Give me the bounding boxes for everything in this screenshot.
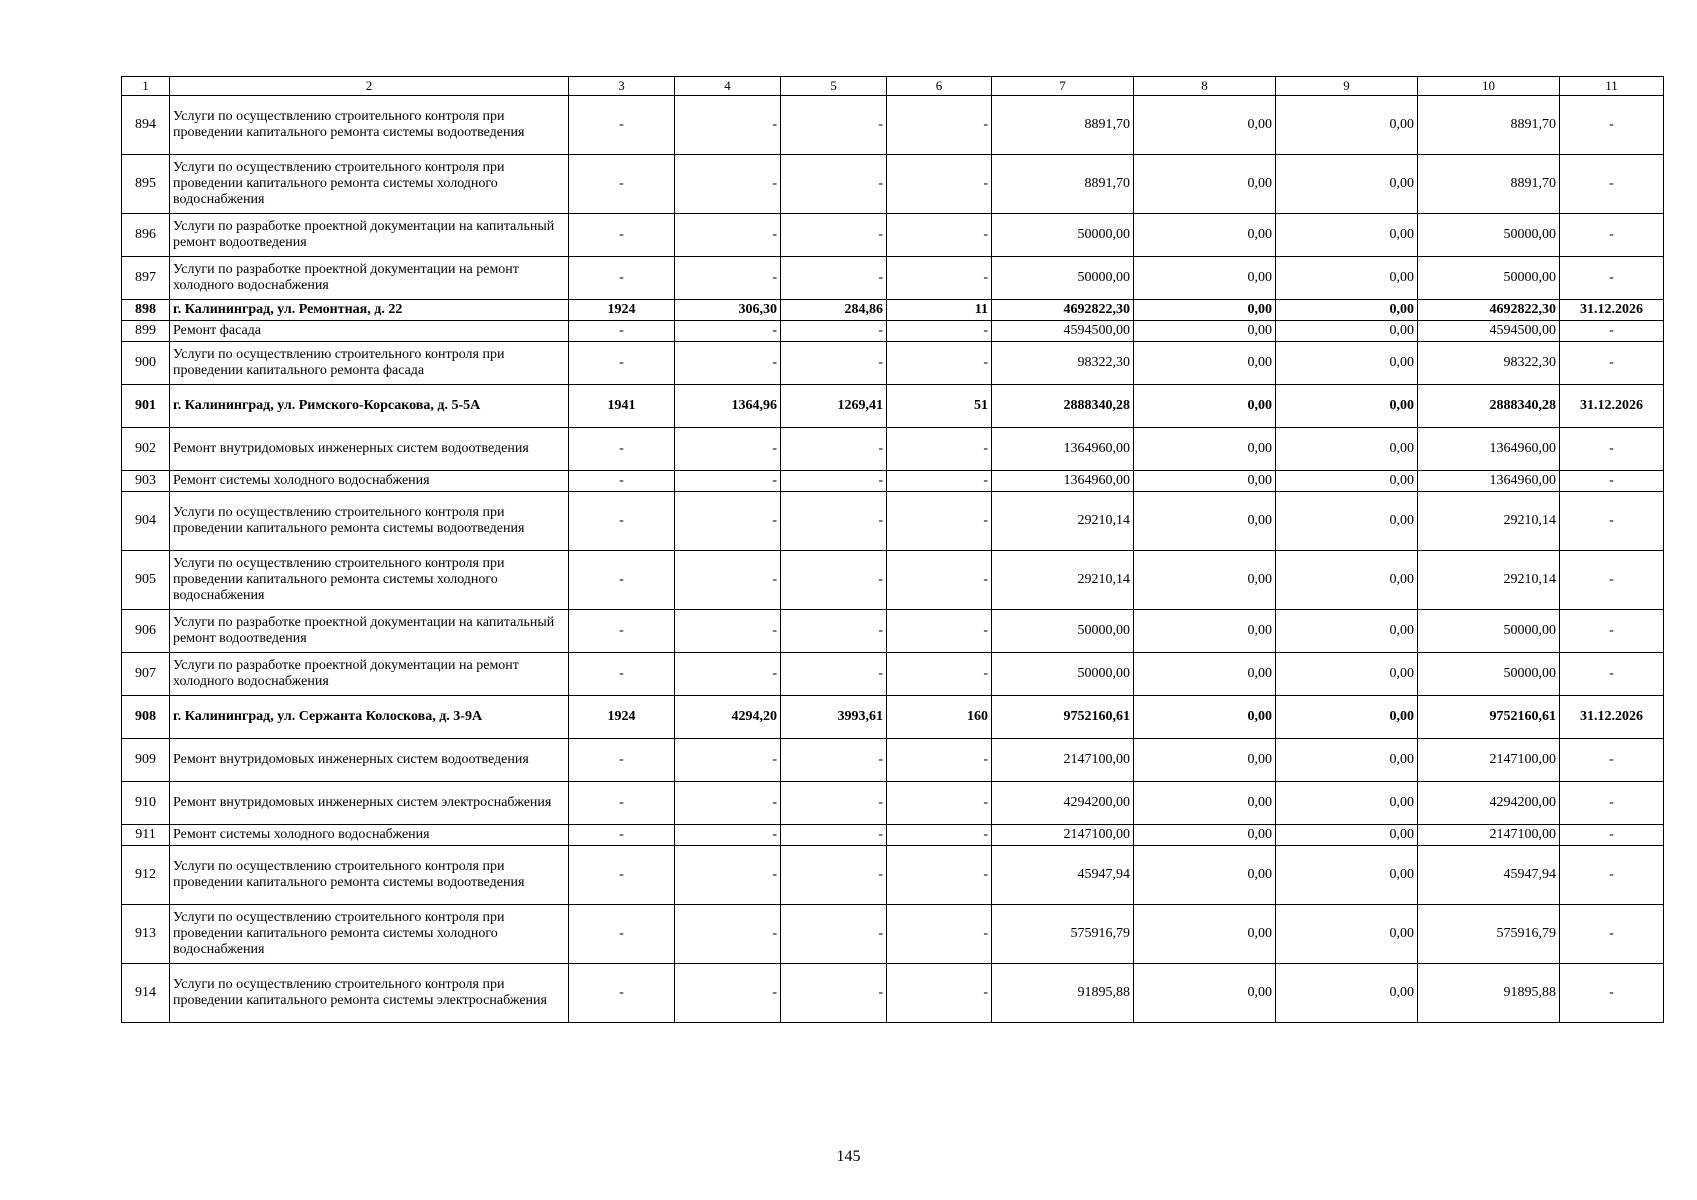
cell-col10: 8891,70 (1418, 96, 1560, 155)
cell-col9: 0,00 (1276, 551, 1418, 610)
cell-col10: 2147100,00 (1418, 825, 1560, 846)
cell-col11: - (1560, 155, 1664, 214)
item-description: Ремонт внутридомовых инженерных систем водоотведения (170, 739, 569, 782)
cell-col6: - (887, 653, 992, 696)
cell-col10: 45947,94 (1418, 846, 1560, 905)
cell-col8: 0,00 (1134, 905, 1276, 964)
cell-col11: 31.12.2026 (1560, 696, 1664, 739)
table-row (122, 846, 1664, 905)
cell-col10: 9752160,61 (1418, 696, 1560, 739)
cell-col6: - (887, 342, 992, 385)
cell-col5: 284,86 (781, 300, 887, 321)
cell-col3: - (569, 610, 675, 653)
cell-col4: - (675, 321, 781, 342)
cell-col4: - (675, 653, 781, 696)
cell-col10: 50000,00 (1418, 214, 1560, 257)
cell-col7: 2147100,00 (992, 825, 1134, 846)
cell-col3: - (569, 155, 675, 214)
column-header: 8 (1134, 77, 1276, 96)
cell-col11: - (1560, 96, 1664, 155)
item-description: Услуги по осуществлению строительного контроля при проведении капитального ремонта системы холодного водоснабжения (170, 155, 569, 214)
item-description: Услуги по осуществлению строительного контроля при проведении капитального ремонта системы водоотведения (170, 846, 569, 905)
cell-col11: - (1560, 257, 1664, 300)
row-number: 899 (122, 321, 170, 342)
cell-col4: - (675, 846, 781, 905)
cell-col5: - (781, 321, 887, 342)
cell-col3: - (569, 214, 675, 257)
cell-col9: 0,00 (1276, 782, 1418, 825)
cell-col9: 0,00 (1276, 155, 1418, 214)
cell-col4: - (675, 96, 781, 155)
row-number: 904 (122, 492, 170, 551)
page-number: 145 (836, 1148, 861, 1165)
cell-col4: 306,30 (675, 300, 781, 321)
cell-col3: - (569, 846, 675, 905)
item-description: Ремонт фасада (170, 321, 569, 342)
cell-col3: - (569, 825, 675, 846)
cell-col9: 0,00 (1276, 300, 1418, 321)
row-number: 903 (122, 471, 170, 492)
cell-col4: - (675, 551, 781, 610)
table-row (122, 96, 1664, 155)
column-header: 6 (887, 77, 992, 96)
cell-col11: 31.12.2026 (1560, 300, 1664, 321)
cell-col7: 45947,94 (992, 846, 1134, 905)
cell-col5: - (781, 964, 887, 1023)
cell-col9: 0,00 (1276, 257, 1418, 300)
cell-col8: 0,00 (1134, 385, 1276, 428)
table-row (122, 825, 1664, 846)
item-description: Услуги по разработке проектной документации на капитальный ремонт водоотведения (170, 610, 569, 653)
cell-col11: - (1560, 342, 1664, 385)
item-description: Ремонт системы холодного водоснабжения (170, 825, 569, 846)
cell-col9: 0,00 (1276, 964, 1418, 1023)
row-number: 906 (122, 610, 170, 653)
cell-col10: 4294200,00 (1418, 782, 1560, 825)
cell-col10: 2147100,00 (1418, 739, 1560, 782)
cell-col6: - (887, 739, 992, 782)
column-header: 4 (675, 77, 781, 96)
cell-col7: 50000,00 (992, 257, 1134, 300)
row-number: 900 (122, 342, 170, 385)
cell-col5: - (781, 214, 887, 257)
cell-col9: 0,00 (1276, 739, 1418, 782)
cell-col5: - (781, 492, 887, 551)
cell-col5: - (781, 825, 887, 846)
cell-col7: 8891,70 (992, 96, 1134, 155)
table-row (122, 214, 1664, 257)
item-description: Услуги по осуществлению строительного контроля при проведении капитального ремонта системы холодного водоснабжения (170, 551, 569, 610)
cell-col10: 29210,14 (1418, 551, 1560, 610)
row-number: 898 (122, 300, 170, 321)
cell-col11: 31.12.2026 (1560, 385, 1664, 428)
cell-col6: 160 (887, 696, 992, 739)
cell-col3: - (569, 471, 675, 492)
row-number: 905 (122, 551, 170, 610)
cell-col7: 1364960,00 (992, 471, 1134, 492)
table-row (122, 342, 1664, 385)
cell-col11: - (1560, 964, 1664, 1023)
cell-col11: - (1560, 905, 1664, 964)
row-number: 902 (122, 428, 170, 471)
cell-col11: - (1560, 214, 1664, 257)
table-row (122, 471, 1664, 492)
item-description: Услуги по разработке проектной документации на ремонт холодного водоснабжения (170, 257, 569, 300)
cell-col5: - (781, 428, 887, 471)
cell-col3: - (569, 551, 675, 610)
cell-col6: 51 (887, 385, 992, 428)
row-number: 907 (122, 653, 170, 696)
item-description: г. Калининград, ул. Римского-Корсакова, д. 5-5А (170, 385, 569, 428)
cell-col11: - (1560, 846, 1664, 905)
column-header: 5 (781, 77, 887, 96)
cell-col9: 0,00 (1276, 385, 1418, 428)
cell-col11: - (1560, 551, 1664, 610)
cell-col8: 0,00 (1134, 300, 1276, 321)
cell-col10: 1364960,00 (1418, 428, 1560, 471)
row-number: 897 (122, 257, 170, 300)
cell-col8: 0,00 (1134, 782, 1276, 825)
cell-col9: 0,00 (1276, 610, 1418, 653)
cell-col9: 0,00 (1276, 96, 1418, 155)
cell-col8: 0,00 (1134, 428, 1276, 471)
cell-col9: 0,00 (1276, 321, 1418, 342)
cell-col7: 98322,30 (992, 342, 1134, 385)
cell-col6: - (887, 155, 992, 214)
cell-col4: - (675, 739, 781, 782)
table-row (122, 155, 1664, 214)
cell-col7: 50000,00 (992, 653, 1134, 696)
table-row (122, 610, 1664, 653)
item-description: Ремонт системы холодного водоснабжения (170, 471, 569, 492)
cell-col5: - (781, 782, 887, 825)
cell-col10: 8891,70 (1418, 155, 1560, 214)
cell-col7: 29210,14 (992, 492, 1134, 551)
cell-col9: 0,00 (1276, 696, 1418, 739)
row-number: 896 (122, 214, 170, 257)
cell-col4: - (675, 905, 781, 964)
cell-col6: - (887, 96, 992, 155)
cell-col6: - (887, 492, 992, 551)
cell-col7: 50000,00 (992, 610, 1134, 653)
cell-col4: - (675, 492, 781, 551)
cell-col6: - (887, 610, 992, 653)
budget-table (121, 76, 1664, 1023)
cell-col9: 0,00 (1276, 492, 1418, 551)
address-row (122, 300, 1664, 321)
column-header: 7 (992, 77, 1134, 96)
row-number: 910 (122, 782, 170, 825)
cell-col5: 1269,41 (781, 385, 887, 428)
column-header: 3 (569, 77, 675, 96)
cell-col10: 50000,00 (1418, 653, 1560, 696)
table-row (122, 492, 1664, 551)
cell-col9: 0,00 (1276, 653, 1418, 696)
item-description: Услуги по осуществлению строительного контроля при проведении капитального ремонта системы холодного водоснабжения (170, 905, 569, 964)
cell-col10: 91895,88 (1418, 964, 1560, 1023)
table-row (122, 964, 1664, 1023)
cell-col6: 11 (887, 300, 992, 321)
item-description: Ремонт внутридомовых инженерных систем водоотведения (170, 428, 569, 471)
cell-col11: - (1560, 492, 1664, 551)
cell-col9: 0,00 (1276, 214, 1418, 257)
cell-col10: 4692822,30 (1418, 300, 1560, 321)
cell-col6: - (887, 782, 992, 825)
item-description: Услуги по осуществлению строительного контроля при проведении капитального ремонта фасада (170, 342, 569, 385)
cell-col9: 0,00 (1276, 825, 1418, 846)
cell-col11: - (1560, 471, 1664, 492)
item-description: Услуги по осуществлению строительного контроля при проведении капитального ремонта системы водоотведения (170, 492, 569, 551)
table-row (122, 257, 1664, 300)
cell-col7: 1364960,00 (992, 428, 1134, 471)
cell-col11: - (1560, 653, 1664, 696)
cell-col10: 50000,00 (1418, 610, 1560, 653)
cell-col10: 2888340,28 (1418, 385, 1560, 428)
cell-col5: - (781, 551, 887, 610)
cell-col8: 0,00 (1134, 257, 1276, 300)
column-header: 10 (1418, 77, 1560, 96)
cell-col8: 0,00 (1134, 846, 1276, 905)
cell-col6: - (887, 471, 992, 492)
cell-col3: 1924 (569, 696, 675, 739)
cell-col9: 0,00 (1276, 428, 1418, 471)
cell-col5: - (781, 905, 887, 964)
cell-col8: 0,00 (1134, 825, 1276, 846)
item-description: Ремонт внутридомовых инженерных систем электроснабжения (170, 782, 569, 825)
cell-col8: 0,00 (1134, 471, 1276, 492)
cell-col7: 4692822,30 (992, 300, 1134, 321)
cell-col11: - (1560, 321, 1664, 342)
cell-col8: 0,00 (1134, 492, 1276, 551)
cell-col9: 0,00 (1276, 342, 1418, 385)
cell-col8: 0,00 (1134, 96, 1276, 155)
cell-col5: - (781, 342, 887, 385)
column-header: 1 (122, 77, 170, 96)
cell-col4: - (675, 214, 781, 257)
cell-col4: 1364,96 (675, 385, 781, 428)
item-description: Услуги по разработке проектной документации на капитальный ремонт водоотведения (170, 214, 569, 257)
cell-col7: 2147100,00 (992, 739, 1134, 782)
cell-col4: - (675, 964, 781, 1023)
table-row (122, 551, 1664, 610)
cell-col4: - (675, 428, 781, 471)
cell-col5: - (781, 96, 887, 155)
cell-col6: - (887, 846, 992, 905)
cell-col9: 0,00 (1276, 471, 1418, 492)
cell-col4: - (675, 342, 781, 385)
cell-col8: 0,00 (1134, 155, 1276, 214)
cell-col3: - (569, 96, 675, 155)
cell-col7: 91895,88 (992, 964, 1134, 1023)
cell-col10: 575916,79 (1418, 905, 1560, 964)
cell-col7: 4294200,00 (992, 782, 1134, 825)
row-number: 914 (122, 964, 170, 1023)
cell-col4: - (675, 471, 781, 492)
table-row (122, 782, 1664, 825)
table-row (122, 739, 1664, 782)
cell-col5: - (781, 846, 887, 905)
cell-col4: - (675, 610, 781, 653)
cell-col3: - (569, 964, 675, 1023)
table-row (122, 905, 1664, 964)
item-description: Услуги по осуществлению строительного контроля при проведении капитального ремонта системы электроснабжения (170, 964, 569, 1023)
table-row (122, 428, 1664, 471)
table-row (122, 321, 1664, 342)
cell-col7: 4594500,00 (992, 321, 1134, 342)
column-header: 2 (170, 77, 569, 96)
cell-col5: - (781, 257, 887, 300)
cell-col5: - (781, 653, 887, 696)
address-row (122, 385, 1664, 428)
cell-col4: - (675, 257, 781, 300)
cell-col6: - (887, 825, 992, 846)
cell-col7: 9752160,61 (992, 696, 1134, 739)
cell-col3: - (569, 905, 675, 964)
cell-col7: 50000,00 (992, 214, 1134, 257)
cell-col3: - (569, 342, 675, 385)
row-number: 912 (122, 846, 170, 905)
cell-col5: 3993,61 (781, 696, 887, 739)
cell-col8: 0,00 (1134, 964, 1276, 1023)
row-number: 913 (122, 905, 170, 964)
table-row (122, 653, 1664, 696)
cell-col8: 0,00 (1134, 739, 1276, 782)
cell-col3: - (569, 739, 675, 782)
cell-col9: 0,00 (1276, 846, 1418, 905)
cell-col6: - (887, 257, 992, 300)
row-number: 911 (122, 825, 170, 846)
row-number: 895 (122, 155, 170, 214)
column-header: 11 (1560, 77, 1664, 96)
cell-col11: - (1560, 428, 1664, 471)
cell-col6: - (887, 964, 992, 1023)
cell-col10: 29210,14 (1418, 492, 1560, 551)
cell-col6: - (887, 214, 992, 257)
address-row (122, 696, 1664, 739)
cell-col11: - (1560, 782, 1664, 825)
cell-col3: - (569, 257, 675, 300)
column-header: 9 (1276, 77, 1418, 96)
row-number: 901 (122, 385, 170, 428)
cell-col3: - (569, 653, 675, 696)
cell-col10: 50000,00 (1418, 257, 1560, 300)
cell-col3: - (569, 428, 675, 471)
cell-col6: - (887, 551, 992, 610)
cell-col11: - (1560, 825, 1664, 846)
item-description: Услуги по осуществлению строительного контроля при проведении капитального ремонта системы водоотведения (170, 96, 569, 155)
cell-col3: 1924 (569, 300, 675, 321)
item-description: г. Калининград, ул. Сержанта Колоскова, д. 3-9А (170, 696, 569, 739)
row-number: 894 (122, 96, 170, 155)
cell-col4: - (675, 782, 781, 825)
row-number: 909 (122, 739, 170, 782)
row-number: 908 (122, 696, 170, 739)
cell-col8: 0,00 (1134, 653, 1276, 696)
cell-col10: 4594500,00 (1418, 321, 1560, 342)
cell-col7: 8891,70 (992, 155, 1134, 214)
column-number-header-row (122, 77, 1664, 96)
cell-col3: 1941 (569, 385, 675, 428)
cell-col3: - (569, 492, 675, 551)
cell-col8: 0,00 (1134, 551, 1276, 610)
cell-col8: 0,00 (1134, 321, 1276, 342)
cell-col4: - (675, 825, 781, 846)
item-description: г. Калининград, ул. Ремонтная, д. 22 (170, 300, 569, 321)
cell-col3: - (569, 782, 675, 825)
cell-col4: - (675, 155, 781, 214)
cell-col6: - (887, 428, 992, 471)
item-description: Услуги по разработке проектной документации на ремонт холодного водоснабжения (170, 653, 569, 696)
cell-col7: 2888340,28 (992, 385, 1134, 428)
cell-col8: 0,00 (1134, 696, 1276, 739)
cell-col5: - (781, 155, 887, 214)
cell-col11: - (1560, 739, 1664, 782)
cell-col8: 0,00 (1134, 214, 1276, 257)
cell-col11: - (1560, 610, 1664, 653)
cell-col8: 0,00 (1134, 342, 1276, 385)
cell-col4: 4294,20 (675, 696, 781, 739)
cell-col3: - (569, 321, 675, 342)
cell-col7: 575916,79 (992, 905, 1134, 964)
cell-col5: - (781, 471, 887, 492)
cell-col5: - (781, 739, 887, 782)
cell-col10: 1364960,00 (1418, 471, 1560, 492)
cell-col6: - (887, 905, 992, 964)
cell-col6: - (887, 321, 992, 342)
cell-col5: - (781, 610, 887, 653)
cell-col7: 29210,14 (992, 551, 1134, 610)
cell-col10: 98322,30 (1418, 342, 1560, 385)
cell-col9: 0,00 (1276, 905, 1418, 964)
cell-col8: 0,00 (1134, 610, 1276, 653)
